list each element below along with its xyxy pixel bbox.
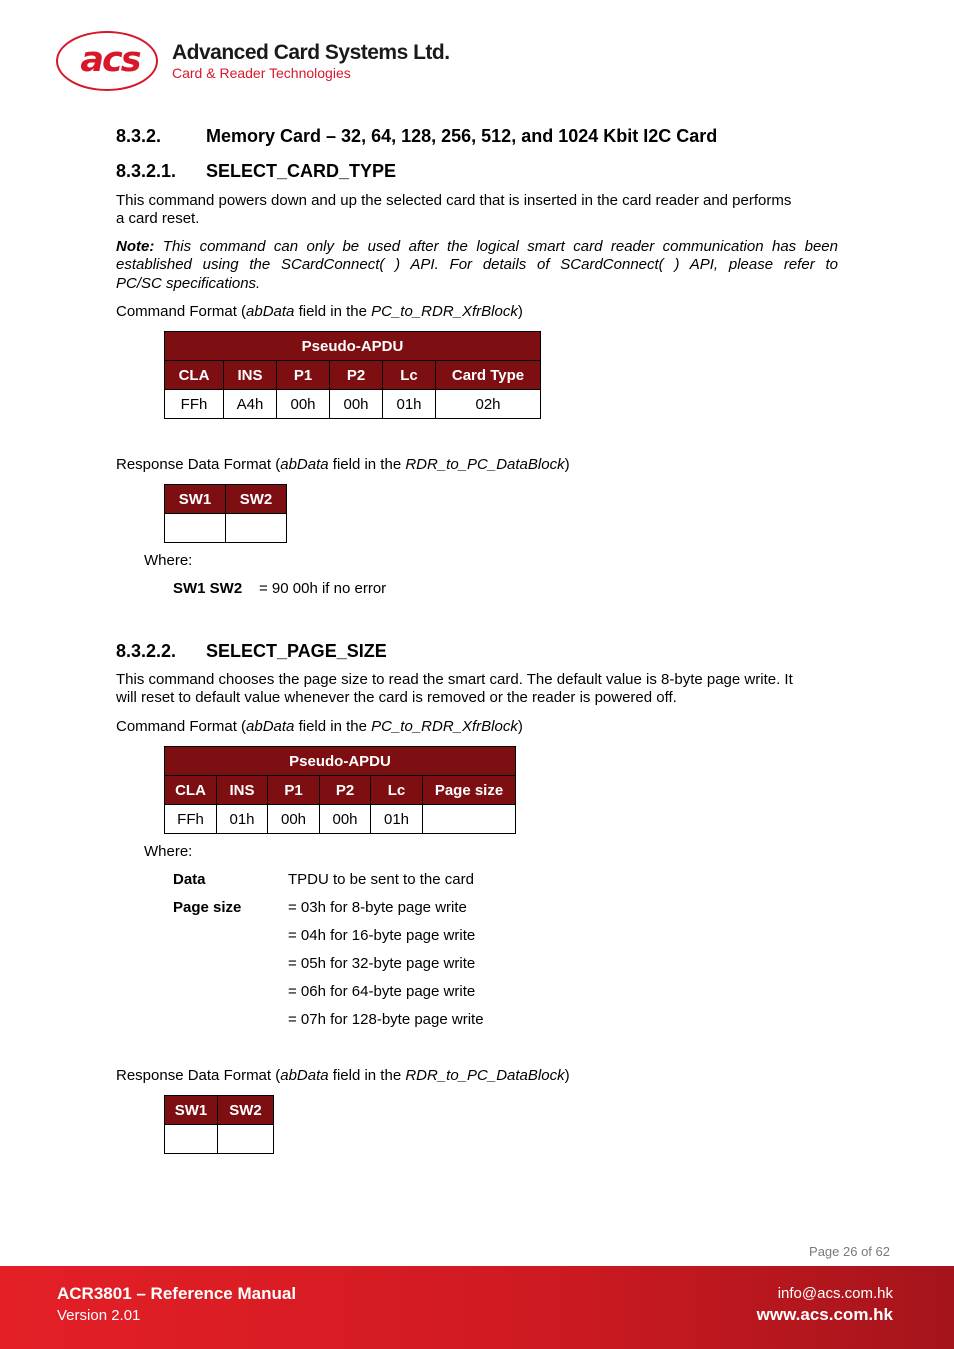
table-cell: FFh (165, 805, 217, 834)
footer-version: Version 2.01 (57, 1307, 141, 1324)
subsection-number: 8.3.2.2. (116, 641, 177, 661)
definition-value: = 05h for 32-byte page write (288, 955, 476, 972)
definition-value: = 90 00h if no error (259, 580, 387, 597)
command-format-label: Command Format (abData field in the PC_to_RDR_XfrBlock) (116, 303, 523, 320)
table-title: Pseudo-APDU (165, 747, 516, 776)
note-label: Note: (116, 238, 155, 255)
company-tagline: Card & Reader Technologies (172, 65, 351, 81)
table-cell: 01h (371, 805, 423, 834)
company-logo: acs (80, 40, 140, 80)
definition-value: = 03h for 8-byte page write (288, 899, 467, 916)
definition-value: = 04h for 16-byte page write (288, 927, 476, 944)
response-format-label: Response Data Format (abData field in the RDR_to_PC_DataBlock) (116, 456, 570, 473)
col-header: SW1 (165, 1096, 218, 1125)
col-header: P1 (268, 776, 320, 805)
definition-value: = 07h for 128-byte page write (288, 1011, 484, 1028)
col-header: Page size (423, 776, 516, 805)
command-format-label: Command Format (abData field in the PC_to_RDR_XfrBlock) (116, 718, 523, 735)
response-table (164, 1095, 274, 1154)
command-table (164, 746, 516, 834)
where-label: Where: (144, 843, 193, 860)
definition-key: Data (173, 871, 206, 888)
description: This command powers down and up the selected card that is inserted in the card reader and performs a card reset. (116, 192, 792, 228)
description: This command chooses the page size to read the smart card. The default value is 8-byte page write. It will reset to default value whenever the card is removed or the reader is powered off. (116, 671, 793, 707)
table-cell: 00h (268, 805, 320, 834)
table-cell: 01h (383, 390, 436, 419)
subsection-number: 8.3.2.1. (116, 161, 177, 181)
table-cell (423, 805, 516, 834)
footer-title: ACR3801 – Reference Manual (57, 1284, 297, 1303)
table-title: Pseudo-APDU (165, 332, 541, 361)
section-number: 8.3.2. (116, 126, 162, 146)
where-label: Where: (144, 552, 193, 569)
table-cell: 01h (217, 805, 268, 834)
table-cell: 00h (330, 390, 383, 419)
table-cell (226, 514, 287, 543)
section-title: Memory Card – 32, 64, 128, 256, 512, and 1024 Kbit I2C Card (206, 126, 718, 146)
command-table (164, 331, 541, 419)
table-cell: A4h (224, 390, 277, 419)
col-header: Card Type (436, 361, 541, 390)
definition-value: TPDU to be sent to the card (288, 871, 474, 888)
col-header: P2 (320, 776, 371, 805)
table-cell: 00h (320, 805, 371, 834)
col-header: SW2 (226, 485, 287, 514)
page-number: Page 26 of 62 (809, 1244, 890, 1259)
table-cell: 00h (277, 390, 330, 419)
col-header: Lc (383, 361, 436, 390)
col-header: CLA (165, 361, 224, 390)
col-header: INS (224, 361, 277, 390)
table-cell (218, 1125, 274, 1154)
footer-email-link[interactable]: info@acs.com.hk (777, 1285, 893, 1302)
table-cell (165, 514, 226, 543)
table-cell (165, 1125, 218, 1154)
response-format-label: Response Data Format (abData field in the RDR_to_PC_DataBlock) (116, 1067, 570, 1084)
footer-website-link[interactable]: www.acs.com.hk (756, 1305, 893, 1324)
subsection-title: SELECT_CARD_TYPE (206, 161, 397, 181)
table-cell: 02h (436, 390, 541, 419)
col-header: SW1 (165, 485, 226, 514)
company-name: Advanced Card Systems Ltd. (172, 41, 450, 64)
definition-value: = 06h for 64-byte page write (288, 983, 476, 1000)
col-header: INS (217, 776, 268, 805)
col-header: CLA (165, 776, 217, 805)
note: Note: This command can only be used after the logical smart card reader communication has been established using the SCardConnect( ) API. For details of SCardConnect( ) API, please refer to PC/SC specifications. (116, 238, 838, 292)
definition-key: Page size (173, 899, 242, 916)
col-header: SW2 (218, 1096, 274, 1125)
col-header: P1 (277, 361, 330, 390)
table-cell: FFh (165, 390, 224, 419)
col-header: P2 (330, 361, 383, 390)
col-header: Lc (371, 776, 423, 805)
subsection-title: SELECT_PAGE_SIZE (206, 641, 387, 661)
response-table (164, 484, 287, 543)
definition-key: SW1 SW2 (173, 580, 243, 597)
